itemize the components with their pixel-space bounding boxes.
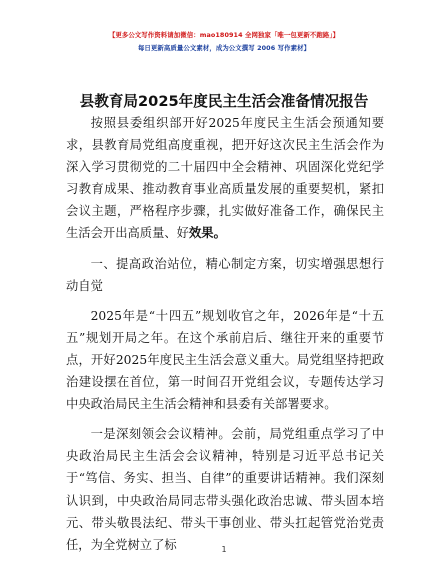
paragraph-background: 2025年是“十四五”规划收官之年，2026年是“十五五”规划开局之年。在这个承前启后、继往开来的重要节点，开好2025年度民主生活会意义重大。局党组坚持把政治建设摆在首位，第一时间召开党组会议，专题传达学习中央政治局民主生活会精神和县委有关部署要求。 <box>66 308 384 412</box>
paragraph-study: 一是深刻领会会议精神。会前，局党组重点学习了中央政治局民主生活会会议精神，特别是习近平总书记关于“笃信、务实、担当、自律”的重要讲话精神。我们深刻认识到，中央政治局同志带头强化政治忠诚、带头固本培元、带头敬畏法纪、带头干事创业、带头扛起管党治党责任，为全党树立了标 <box>66 427 384 552</box>
paragraph-intro <box>66 112 384 245</box>
document-body <box>66 112 384 556</box>
section-heading-1: 一、提高政治站位，精心制定方案，切实增强思想行动自觉 <box>66 256 384 293</box>
document-title: 县教育局2025年度民主生活会准备情况报告 <box>79 93 369 110</box>
page-number: 1 <box>221 545 227 554</box>
paragraph-intro-text: 按照县委组织部开好2025年度民主生活会预通知要求，县教育局党组高度重视，把开好这次民主生活会作为深入学习贯彻党的二十届四中全会精神、巩固深化党纪学习教育成果、推动教育事业高质量发展的重要契机，紧扣会议主题，严格程序步骤，扎实做好准备工作，确保民主生活会开出高质量、好 <box>66 116 384 241</box>
promo-banner-line-1: 【更多公文写作资料请加微信：mao180914 全网独家「唯一包更新不跑路」】 <box>108 31 340 39</box>
paragraph-intro-tail: 效果。 <box>188 225 226 241</box>
promo-banner-line-2: 每日更新高质量公文素材，成为公文撰写 2006 写作素材】 <box>137 44 311 52</box>
